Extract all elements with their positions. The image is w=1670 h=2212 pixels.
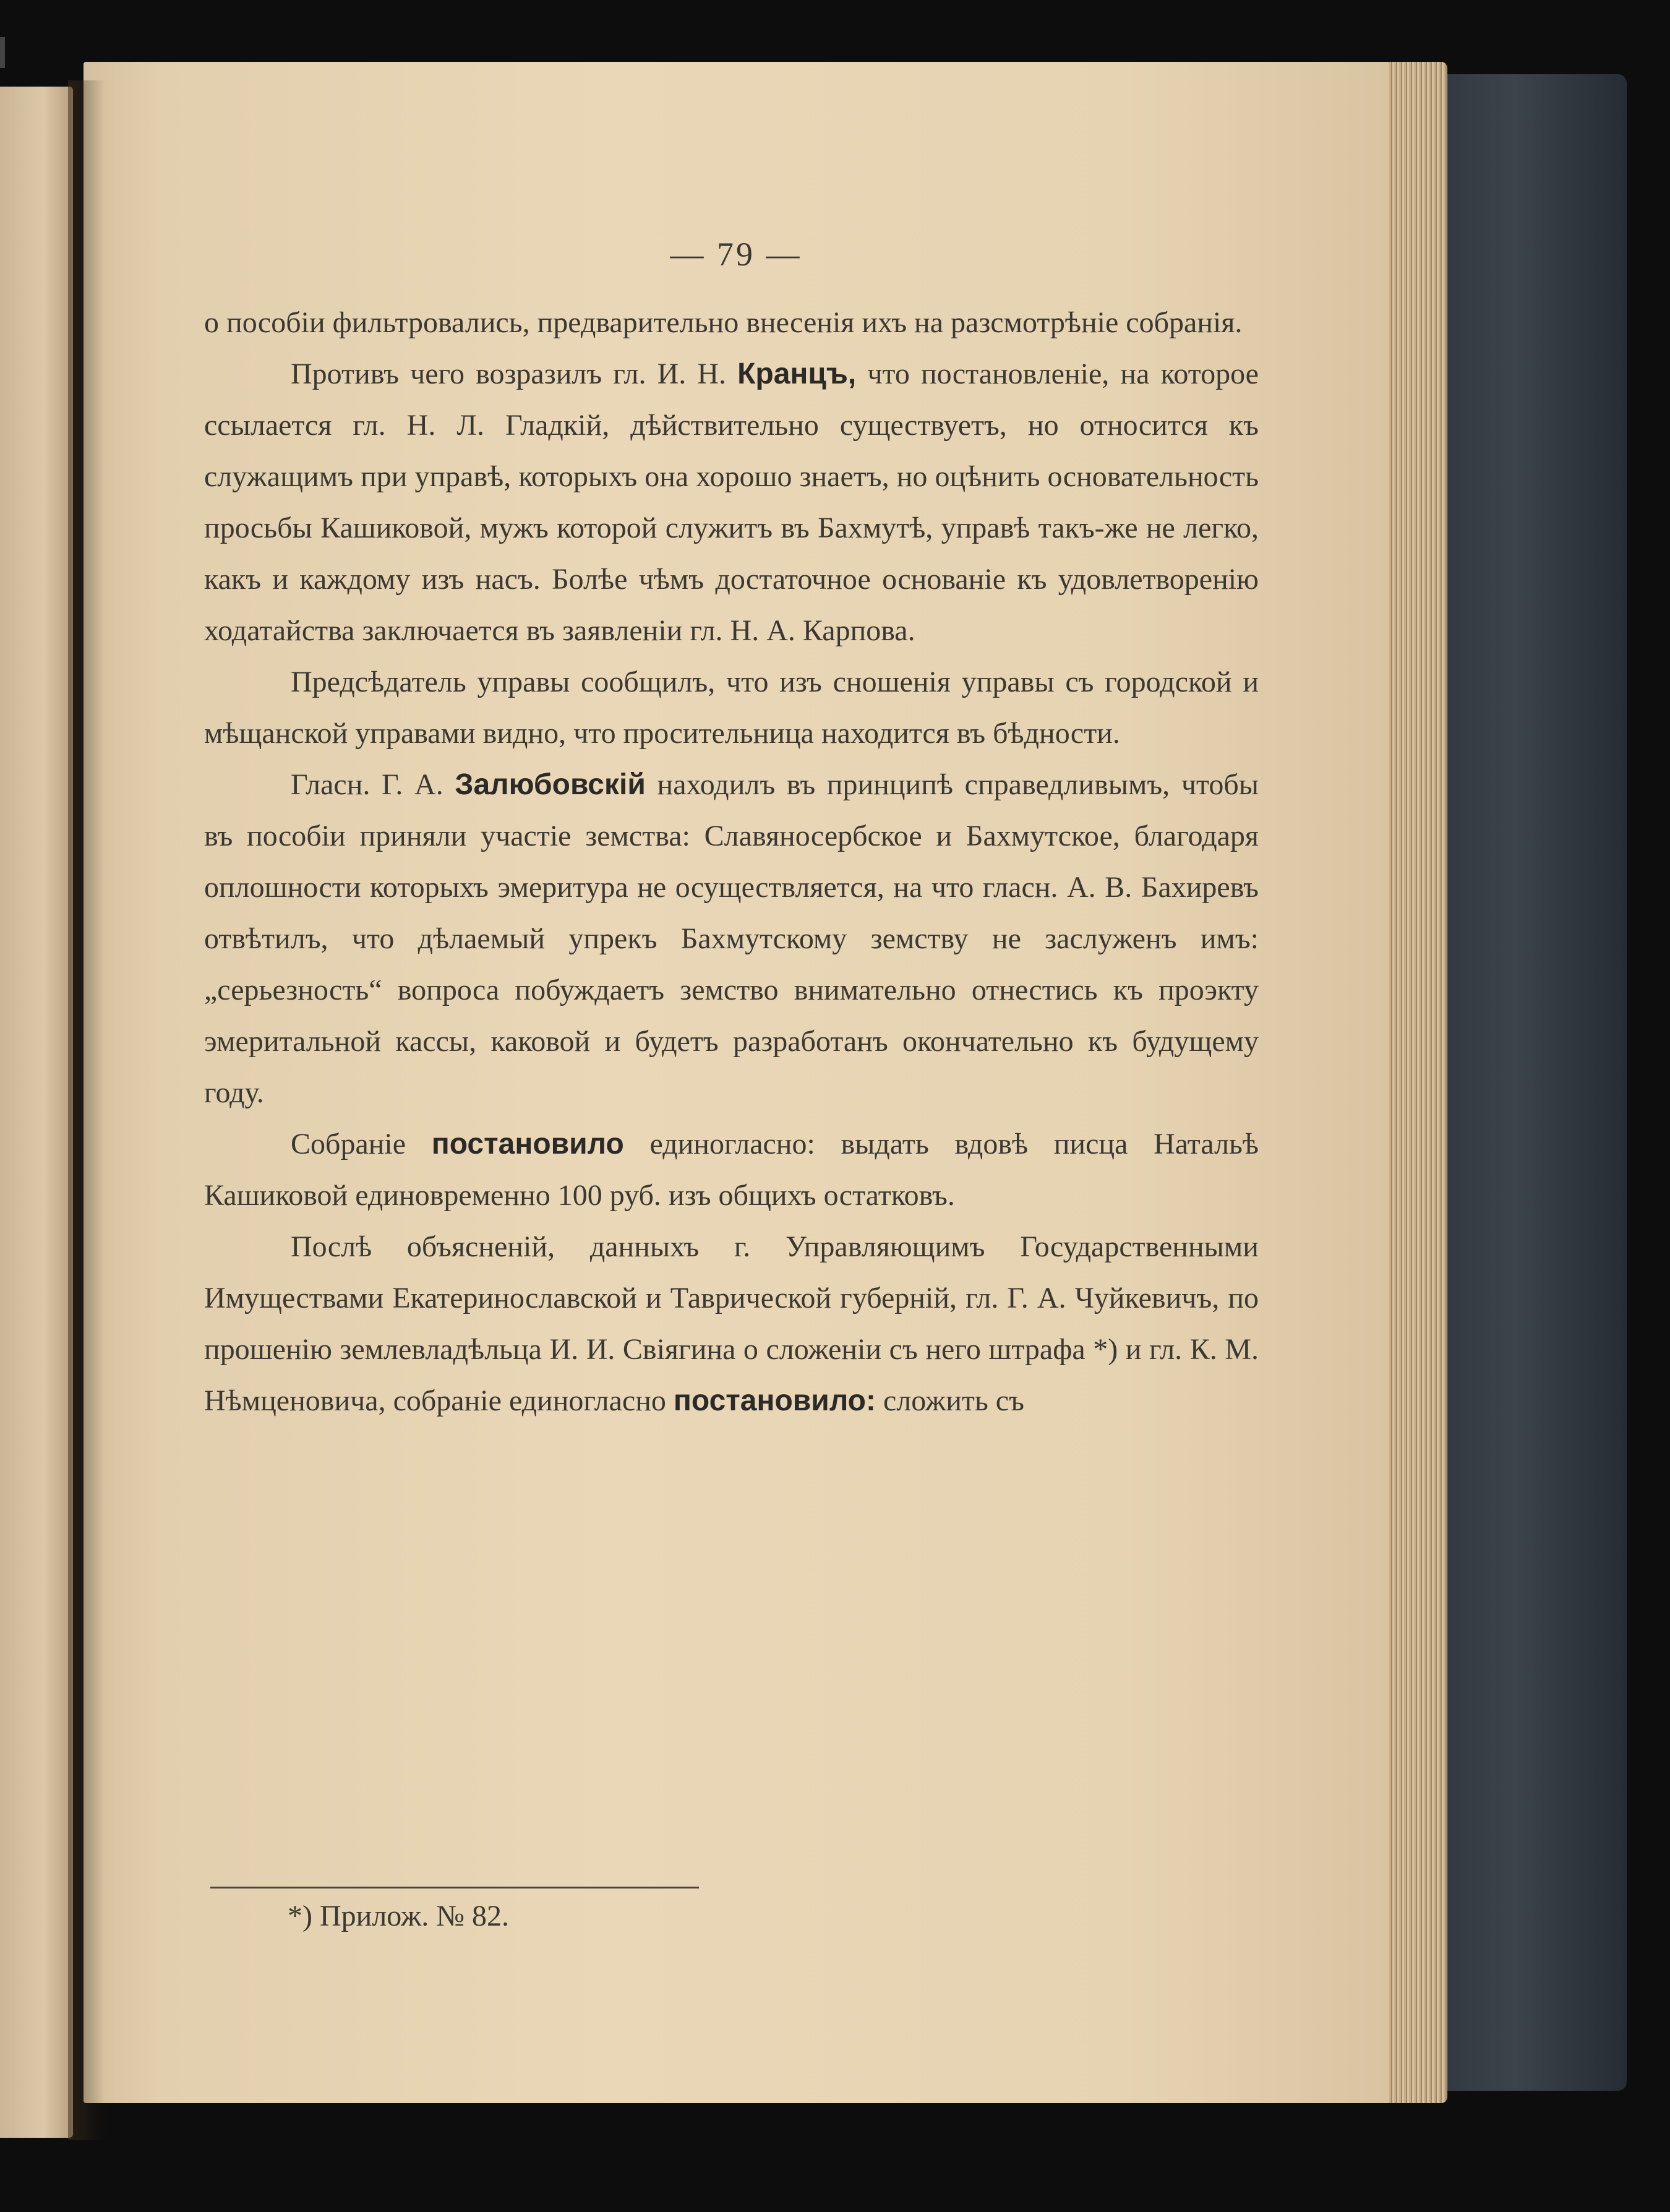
text-run: Гласн. Г. А. xyxy=(291,768,455,801)
emphasized-text: Кранцъ, xyxy=(737,358,857,390)
paragraph xyxy=(204,297,1259,348)
emphasized-text: постановило xyxy=(431,1128,624,1160)
emphasized-text: постановило: xyxy=(673,1384,876,1417)
footnote-divider xyxy=(210,1887,699,1888)
binding-edge xyxy=(0,37,5,68)
text-run: Послѣ объясненій, данныхъ г. Управляющимъ Государственными Имуществами Екатеринославской и Таврической губерній, гл. Г. А. Чуйкевичъ, по прошенію землевладѣльца И. И. Свіягина о сложеніи съ него штрафа *) и гл. К. М. Нѣмценовича, собраніе единогласно xyxy=(204,1230,1259,1417)
text-run: Противъ чего возразилъ гл. И. Н. xyxy=(291,358,738,390)
body-text xyxy=(204,297,1259,1426)
text-run: Собраніе xyxy=(291,1128,432,1160)
paragraph xyxy=(204,348,1259,656)
paragraph xyxy=(204,1221,1259,1426)
emphasized-text: Залюбовскій xyxy=(455,768,646,801)
text-run: единогласно: выдать вдовѣ писца Натальѣ Кашиковой единовременно 100 руб. изъ общихъ остатковъ. xyxy=(204,1128,1259,1212)
text-run: Предсѣдатель управы сообщилъ, что изъ сношенія управы съ городской и мѣщанской управами видно, что просительница находится въ бѣдности. xyxy=(204,666,1259,750)
left-page-edge xyxy=(0,87,73,2138)
book-page xyxy=(84,62,1389,2103)
text-run: сложить съ xyxy=(875,1384,1024,1417)
text-run: что постановленіе, на которое ссылается гл. Н. Л. Гладкій, дѣйствительно существуетъ, но относится къ служащимъ при управѣ, которыхъ она хорошо знаетъ, но оцѣнить основательность просьбы Кашиковой, мужъ которой служитъ въ Бахмутѣ, управѣ такъ-же не легко, какъ и каждому изъ насъ. Болѣе чѣмъ достаточное основаніе къ удовлетворенію ходатайства заключается въ заявленіи гл. Н. А. Карпова. xyxy=(204,358,1259,647)
paragraph xyxy=(204,759,1259,1118)
text-run: о пособіи фильтровались, предварительно внесенія ихъ на разсмотрѣніе собранія. xyxy=(204,306,1243,339)
gutter-shadow xyxy=(68,80,105,2140)
page-number: — 79 — xyxy=(670,236,802,273)
text-run: находилъ въ принципѣ справедливымъ, чтобы въ пособіи приняли участіе земства: Славяносербское и Бахмутское, благодаря оплошности которыхъ эмеритура не осуществляется, на что гласн. А. В. Бахиревъ отвѣтилъ, что дѣлаемый упрекъ Бахмутскому земству не заслуженъ имъ: „серьезность“ вопроса побуждаетъ земство внимательно отнестись къ проэкту эмеритальной кассы, каковой и будетъ разработанъ окончательно къ будущему году. xyxy=(204,768,1259,1109)
footnote: *) Прилож. № 82. xyxy=(288,1900,510,1932)
paragraph xyxy=(204,1118,1259,1221)
paragraph xyxy=(204,656,1259,759)
